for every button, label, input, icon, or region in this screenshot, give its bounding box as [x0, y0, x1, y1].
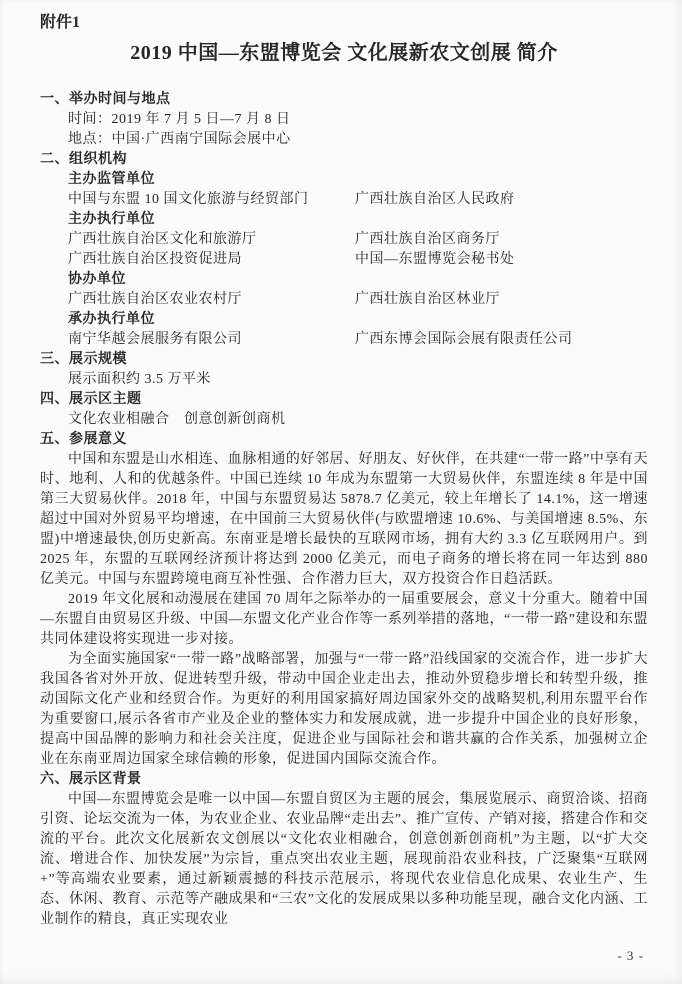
time-line: 时间：2019 年 7 月 5 日—7 月 8 日 — [68, 112, 291, 127]
org-unit: 广西壮族自治区投资促进局 — [68, 252, 242, 267]
org-row — [68, 330, 648, 350]
paragraph: 为全面实施国家“一带一路”战略部署，加强与“一带一路”沿线国家的交流合作，进一步扩大我国各省对外开放、促进转型升级，带动中国企业走出去，推动外贸稳步增长和转型升级，推动国际文化产业和经贸合作。为更好的利用国家搞好周边国家外交的战略契机,利用东盟平台作为重要窗口,展示各省市产业及企业的整体实力和发展成就，进一步提升中国企业的良好形象，提高中国品牌的影响力和社会关注度，促进企业与国际社会和谐共赢的合作关系，加强树立企业在东南亚周边国家全球信赖的形象，促进国内国际交流合作。 — [40, 652, 648, 767]
paragraph: 2019 年文化展和动漫展在建国 70 周年之际举办的一届重要展会，意义十分重大。随着中国—东盟自由贸易区升级、中国—东盟文化产业合作等一系列举措的落地，“一带一路”建设和东盟共同体建设将实现进一步对接。 — [40, 592, 648, 647]
section-heading: 一、举办时间与地点 — [40, 92, 171, 107]
org-unit: 广西壮族自治区林业厅 — [355, 292, 500, 307]
org-subheading-executor: 主办执行单位 — [68, 212, 155, 227]
page-number: - 3 - — [617, 948, 644, 963]
location-line: 地点：中国·广西南宁国际会展中心 — [68, 132, 291, 147]
section-time-location — [40, 90, 648, 150]
org-subheading-undertaker: 承办执行单位 — [68, 312, 155, 327]
org-unit: 中国与东盟 10 国文化旅游与经贸部门 — [68, 192, 309, 207]
attachment-label: 附件1 — [40, 14, 81, 31]
org-unit: 广西壮族自治区文化和旅游厅 — [68, 232, 257, 247]
org-row — [68, 250, 648, 270]
page-title: 2019 中国—东盟博览会 文化展新农文创展 简介 — [130, 42, 558, 64]
org-unit: 广西壮族自治区农业农村厅 — [68, 292, 242, 307]
org-unit: 广西壮族自治区人民政府 — [355, 192, 515, 207]
section-heading: 二、组织机构 — [40, 152, 127, 167]
org-subheading-supervisor: 主办监管单位 — [68, 172, 155, 187]
section-theme — [40, 390, 648, 430]
theme-line: 文化农业相融合 创意创新创商机 — [68, 412, 286, 427]
org-row — [68, 190, 648, 210]
paragraph: 中国—东盟博览会是唯一以中国—东盟自贸区为主题的展会，集展览展示、商贸洽谈、招商引资、论坛交流为一体，为农业企业、农业品牌“走出去”、推广宣传、产销对接，搭建合作和交流的平台。此次文化展新农文创展以“文化农业相融合，创意创新创商机”为主题，以“扩大交流、增进合作、加快发展”为宗旨，重点突出农业主题，展现前沿农业科技，广泛聚集“互联网+”等高端农业要素，通过新颖震撼的科技示范展示，将现代农业信息化成果、农业生产、生态、休闲、教育、示范等产融成果和“三农”文化的发展成果以多种功能呈现，融合文化内涵、工业制作的精良，真正实现农业 — [40, 792, 648, 927]
org-unit: 中国—东盟博览会秘书处 — [355, 252, 515, 267]
section-scale — [40, 350, 648, 390]
org-unit: 南宁华越会展服务有限公司 — [68, 332, 242, 347]
scale-line: 展示面积约 3.5 万平米 — [68, 372, 211, 387]
document-body — [40, 90, 648, 930]
org-row — [68, 230, 648, 250]
org-row — [68, 290, 648, 310]
section-heading: 三、展示规模 — [40, 352, 127, 367]
section-heading: 四、展示区主题 — [40, 392, 142, 407]
org-unit: 广西壮族自治区商务厅 — [355, 232, 500, 247]
org-unit: 广西东博会国际会展有限责任公司 — [355, 332, 573, 347]
section-organization — [40, 150, 648, 350]
section-heading: 五、参展意义 — [40, 432, 127, 447]
section-significance — [40, 430, 648, 770]
org-subheading-coorganizer: 协办单位 — [68, 272, 126, 287]
section-heading: 六、展示区背景 — [40, 772, 142, 787]
section-background — [40, 770, 648, 930]
paragraph: 中国和东盟是山水相连、血脉相通的好邻居、好朋友、好伙伴，在共建“一带一路”中享有天时、地利、人和的优越条件。中国已连续 10 年成为东盟第一大贸易伙伴，东盟连续 8 年是中国第三大贸易伙伴。2018 年，中国与东盟贸易达 5878.7 亿美元，较上年增长了 14.1%，这一增速超过中国对外贸易平均增速，在中国前三大贸易伙伴(与欧盟增速 10.6%、与美国增速 8.5%、东盟)中增速最快,创历史新高。东南亚是增长最快的互联网市场，拥有大约 3.3 亿互联网用户。到 2025 年，东盟的互联网经济预计将达到 2000 亿美元，而电子商务的增长将在同一年达到 880 亿美元。中国与东盟跨境电商互补性强、合作潜力巨大，双方投资合作日趋活跃。 — [40, 452, 648, 587]
